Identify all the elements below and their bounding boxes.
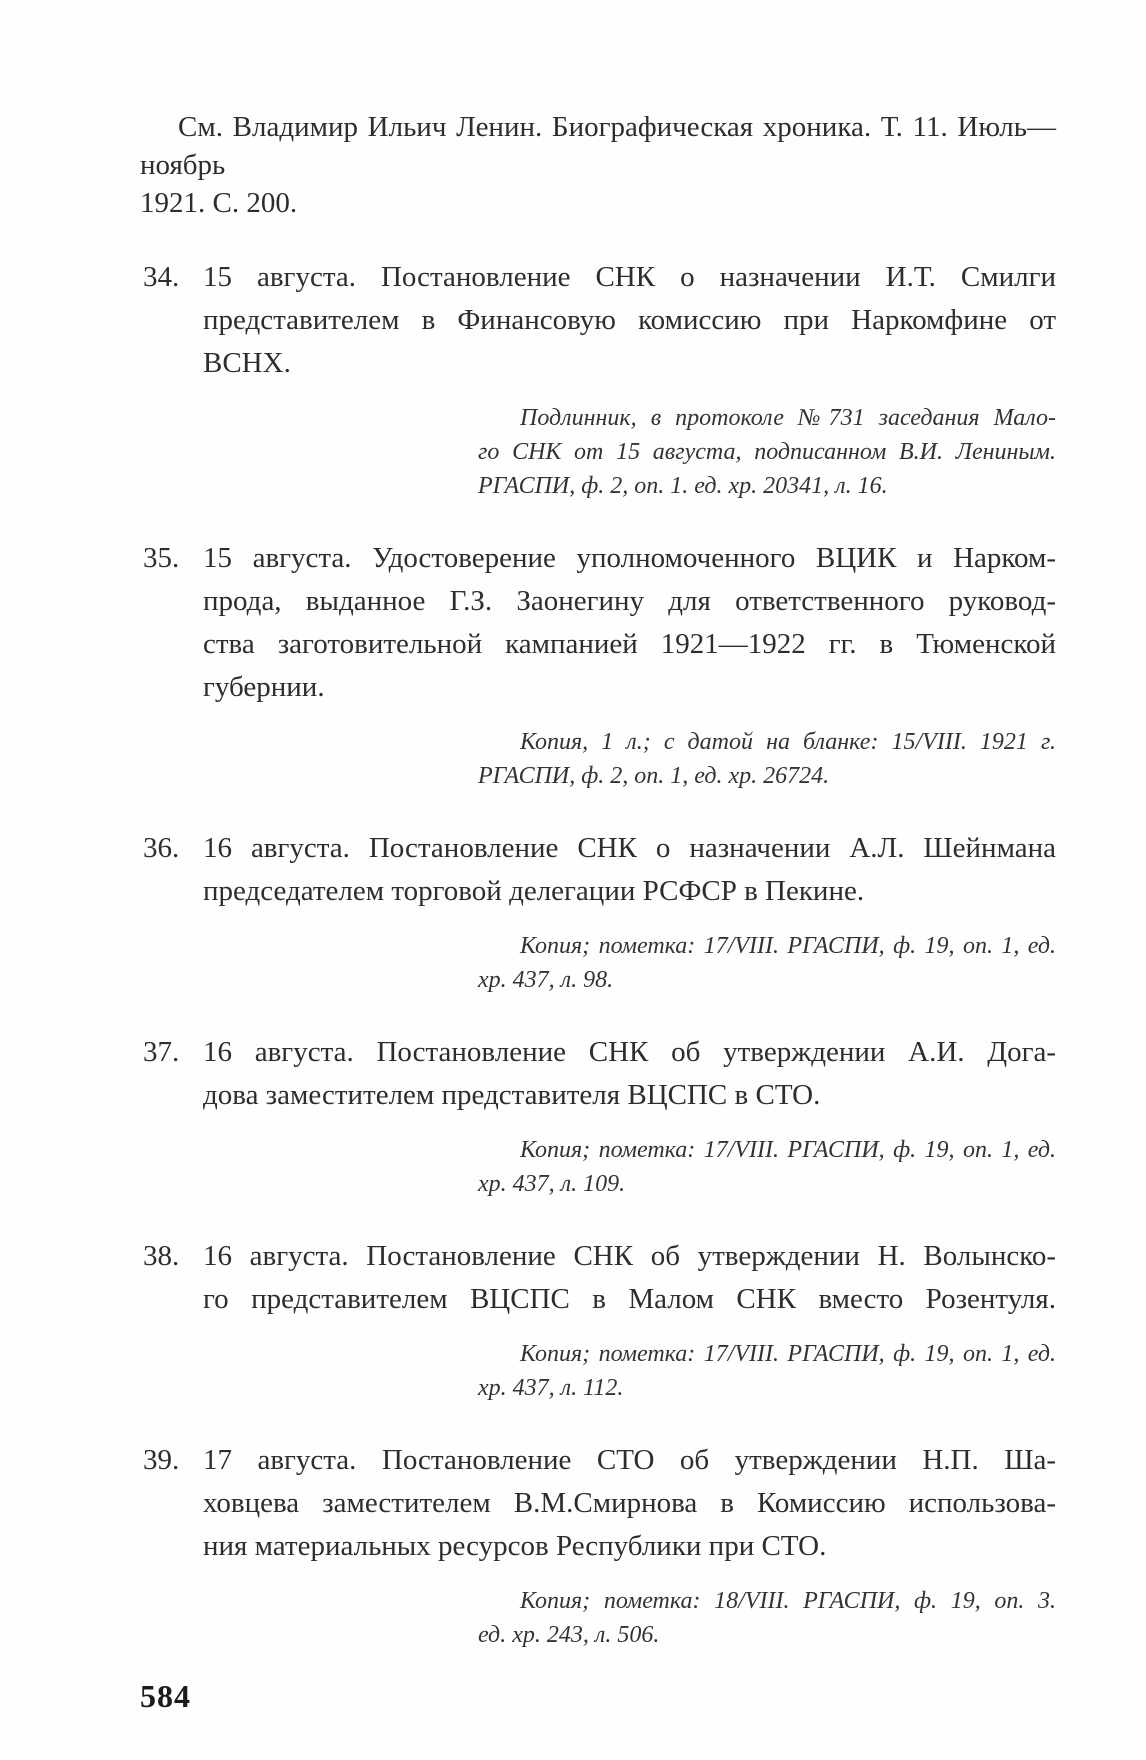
entry-source-line: Подлинник, в протоколе №731 заседания Мало-	[520, 405, 1056, 431]
entry-body	[143, 256, 1056, 385]
entries-list	[140, 256, 1056, 1652]
entry-source-line: го СНК от 15 августа, подписанном В.И. Лениным.	[478, 439, 1056, 465]
entry-source-line: Копия; пометка: 17/VIII. РГАСПИ, ф. 19, оп. 1, ед.	[520, 933, 1056, 959]
entry-body-line: ховцева заместителем В.М.Смирнова в Комиссию использова-	[203, 1487, 1056, 1519]
entry-number: 36.	[143, 832, 180, 864]
entry-body-line: 38. 16 августа. Постановление СНК об утверждении Н. Волынско-	[203, 1235, 1056, 1278]
entry-source-line: Копия; пометка: 18/VIII. РГАСПИ, ф. 19, оп. 3.	[520, 1588, 1056, 1614]
entry-body-line: 37. 16 августа. Постановление СНК об утверждении А.И. Дога-	[203, 1031, 1056, 1074]
entry-number: 34.	[143, 261, 180, 293]
reference-line: См. Владимир Ильич Ленин. Биографическая хроника. Т. 11. Июль—ноябрь	[140, 111, 1056, 181]
entry-body-line: 36. 16 августа. Постановление СНК о назначении А.Л. Шейнмана	[203, 827, 1056, 870]
entry-body-line: председателем торговой делегации РСФСР в Пекине.	[203, 875, 865, 907]
entry-source	[478, 725, 1056, 793]
entry-number: 37.	[143, 1036, 180, 1068]
entry-source-line: Копия; пометка: 17/VIII. РГАСПИ, ф. 19, оп. 1, ед.	[520, 1341, 1056, 1367]
entry-body	[143, 827, 1056, 913]
entry	[140, 1235, 1056, 1405]
entry-source	[478, 401, 1056, 503]
entry-source-line: Копия; пометка: 17/VIII. РГАСПИ, ф. 19, оп. 1, ед.	[520, 1137, 1056, 1163]
entry-source	[478, 1133, 1056, 1201]
entry-number: 35.	[143, 542, 180, 574]
entry-source	[478, 929, 1056, 997]
entry-number: 39.	[143, 1444, 180, 1476]
entry-source-line: хр. 437, л. 112.	[478, 1375, 624, 1401]
entry-source-line: Копия, 1 л.; с датой на бланке: 15/VIII. 1921 г.	[520, 729, 1056, 755]
entry-number: 38.	[143, 1240, 180, 1272]
reference-note	[140, 108, 1056, 222]
page-number: 584	[140, 1678, 191, 1714]
entry-body-line: 39. 17 августа. Постановление СТО об утверждении Н.П. Ша-	[203, 1439, 1056, 1482]
entry-body-line: ВСНХ.	[203, 347, 291, 379]
entry-body-line: ния материальных ресурсов Республики при СТО.	[203, 1530, 827, 1562]
entry-body-line: ства заготовительной кампанией 1921—1922 гг. в Тюменской	[203, 628, 1056, 660]
entry-source-line: хр. 437, л. 98.	[478, 967, 614, 993]
entry-body-line: дова заместителем представителя ВЦСПС в СТО.	[203, 1079, 821, 1111]
entry-source-line: хр. 437, л. 109.	[478, 1171, 626, 1197]
entry	[140, 1031, 1056, 1201]
entry-body-line: го представителем ВЦСПС в Малом СНК вместо Розентуля.	[203, 1283, 1056, 1315]
entry-body-line: 35. 15 августа. Удостоверение уполномоченного ВЦИК и Нарком-	[203, 537, 1056, 580]
entry-body	[143, 1031, 1056, 1117]
entry-source-line: ед. хр. 243, л. 506.	[478, 1622, 660, 1648]
entry-body	[143, 537, 1056, 709]
entry	[140, 256, 1056, 503]
entry-source-line: РГАСПИ, ф. 2, оп. 1. ед. хр. 20341, л. 16.	[478, 473, 888, 499]
entry	[140, 537, 1056, 793]
entry-body	[143, 1235, 1056, 1321]
entry-body-line: губернии.	[203, 671, 325, 703]
entry	[140, 1439, 1056, 1652]
entry-source-line: РГАСПИ, ф. 2, оп. 1, ед. хр. 26724.	[478, 763, 830, 789]
entry-source	[478, 1337, 1056, 1405]
entry-body-line: представителем в Финансовую комиссию при Наркомфине от	[203, 304, 1056, 336]
entry	[140, 827, 1056, 997]
entry-body-line: прода, выданное Г.З. Заонегину для ответственного руковод-	[203, 585, 1056, 617]
entry-body	[143, 1439, 1056, 1568]
entry-body-line: 34. 15 августа. Постановление СНК о назначении И.Т. Смилги	[203, 256, 1056, 299]
reference-line: 1921. С. 200.	[140, 187, 298, 219]
entry-source	[478, 1584, 1056, 1652]
